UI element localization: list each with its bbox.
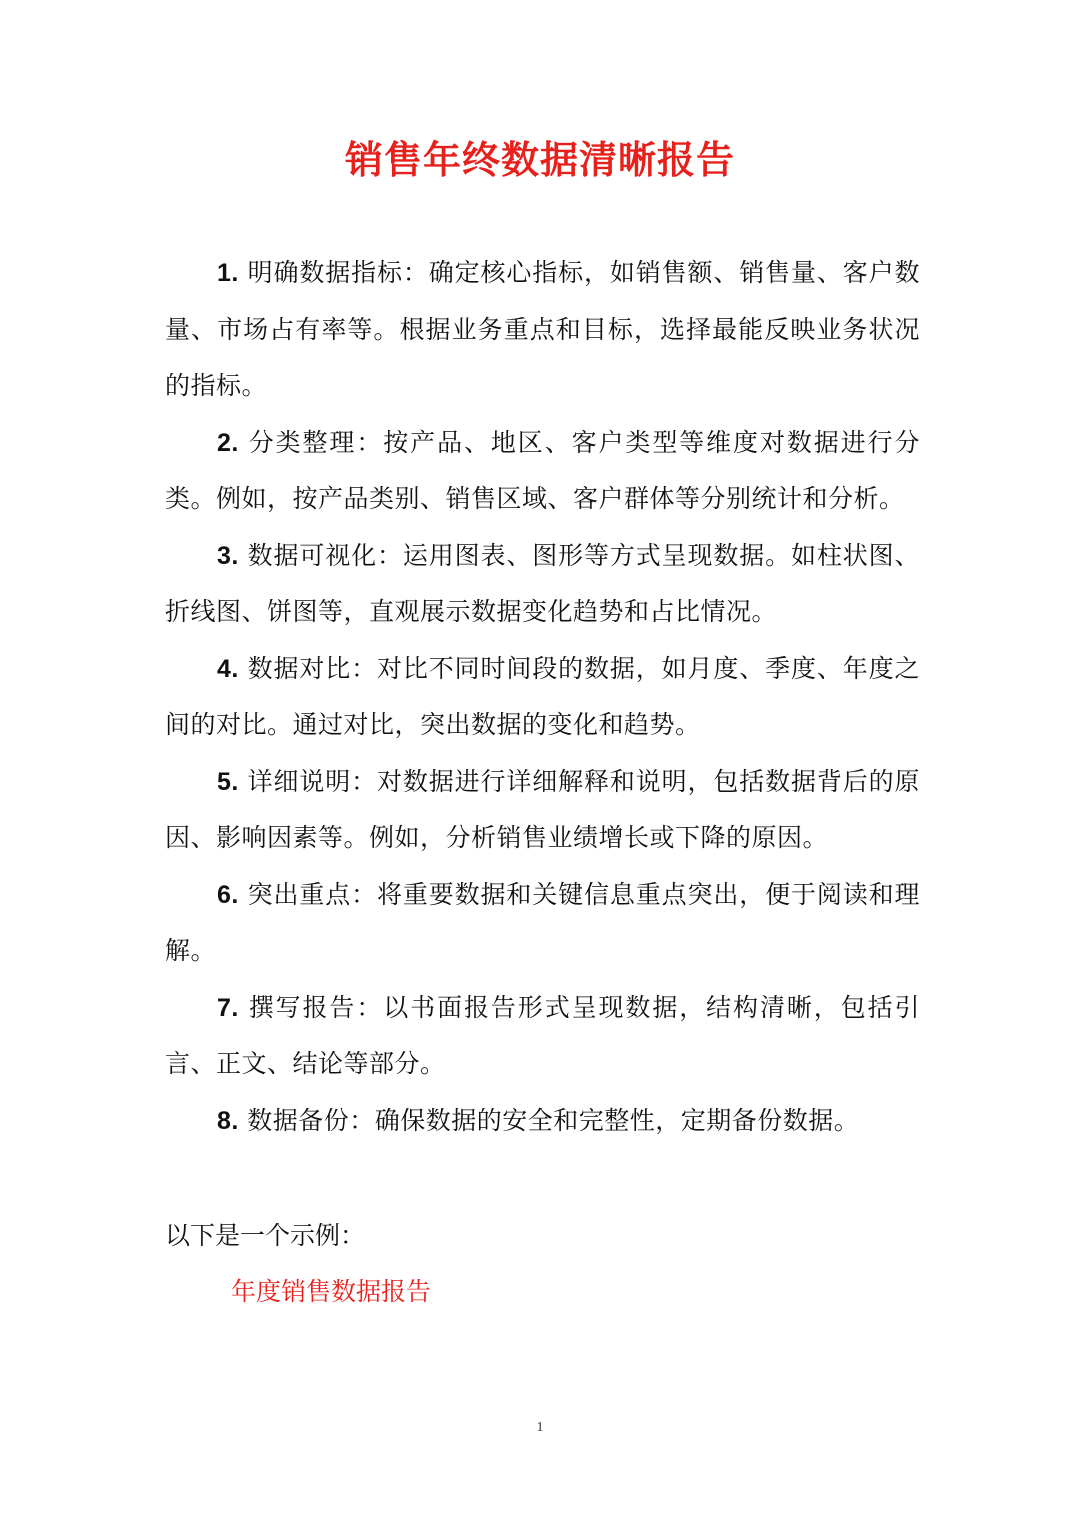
document-title: 销售年终数据清晰报告	[344, 137, 735, 182]
list-item	[165, 980, 920, 1093]
item-number: 1.	[217, 259, 239, 287]
item-text: 撰写报告：以书面报告形式呈现数据，结构清晰，包括引言、正文、结论等部分。	[165, 992, 920, 1078]
item-number: 6.	[217, 880, 239, 909]
item-text: 突出重点：将重要数据和关键信息重点突出，便于阅读和理解。	[165, 879, 920, 965]
item-number: 8.	[217, 1106, 239, 1135]
page-number: 1	[536, 1420, 544, 1435]
item-text: 数据对比：对比不同时间段的数据，如月度、季度、年度之间的对比。通过对比，突出数据的变化和趋势。	[165, 653, 920, 739]
list-item	[165, 641, 920, 754]
item-text: 数据备份：确保数据的安全和完整性，定期备份数据。	[238, 1105, 860, 1135]
example-intro: 以下是一个示例：	[165, 1221, 366, 1250]
item-number: 3.	[217, 541, 239, 570]
document-body	[165, 245, 920, 1149]
list-item	[165, 528, 920, 641]
item-text: 分类整理：按产品、地区、客户类型等维度对数据进行分类。例如，按产品类别、销售区域、客户群体等分别统计和分析。	[165, 427, 920, 513]
item-number: 2.	[217, 428, 239, 457]
item-text: 明确数据指标：确定核心指标，如销售额、销售量、客户数量、市场占有率等。根据业务重点和目标，选择最能反映业务状况的指标。	[165, 258, 920, 400]
item-number: 5.	[217, 767, 239, 796]
list-item	[165, 245, 920, 415]
example-title: 年度销售数据报告	[231, 1277, 432, 1306]
item-number: 4.	[217, 654, 239, 683]
list-item	[165, 1093, 920, 1150]
item-text: 数据可视化：运用图表、图形等方式呈现数据。如柱状图、折线图、饼图等，直观展示数据变化趋势和占比情况。	[165, 540, 920, 626]
item-number: 7.	[217, 993, 239, 1022]
list-item	[165, 754, 920, 867]
list-item	[165, 867, 920, 980]
item-text: 详细说明：对数据进行详细解释和说明，包括数据背后的原因、影响因素等。例如，分析销售业绩增长或下降的原因。	[165, 766, 920, 852]
list-item	[165, 415, 920, 528]
